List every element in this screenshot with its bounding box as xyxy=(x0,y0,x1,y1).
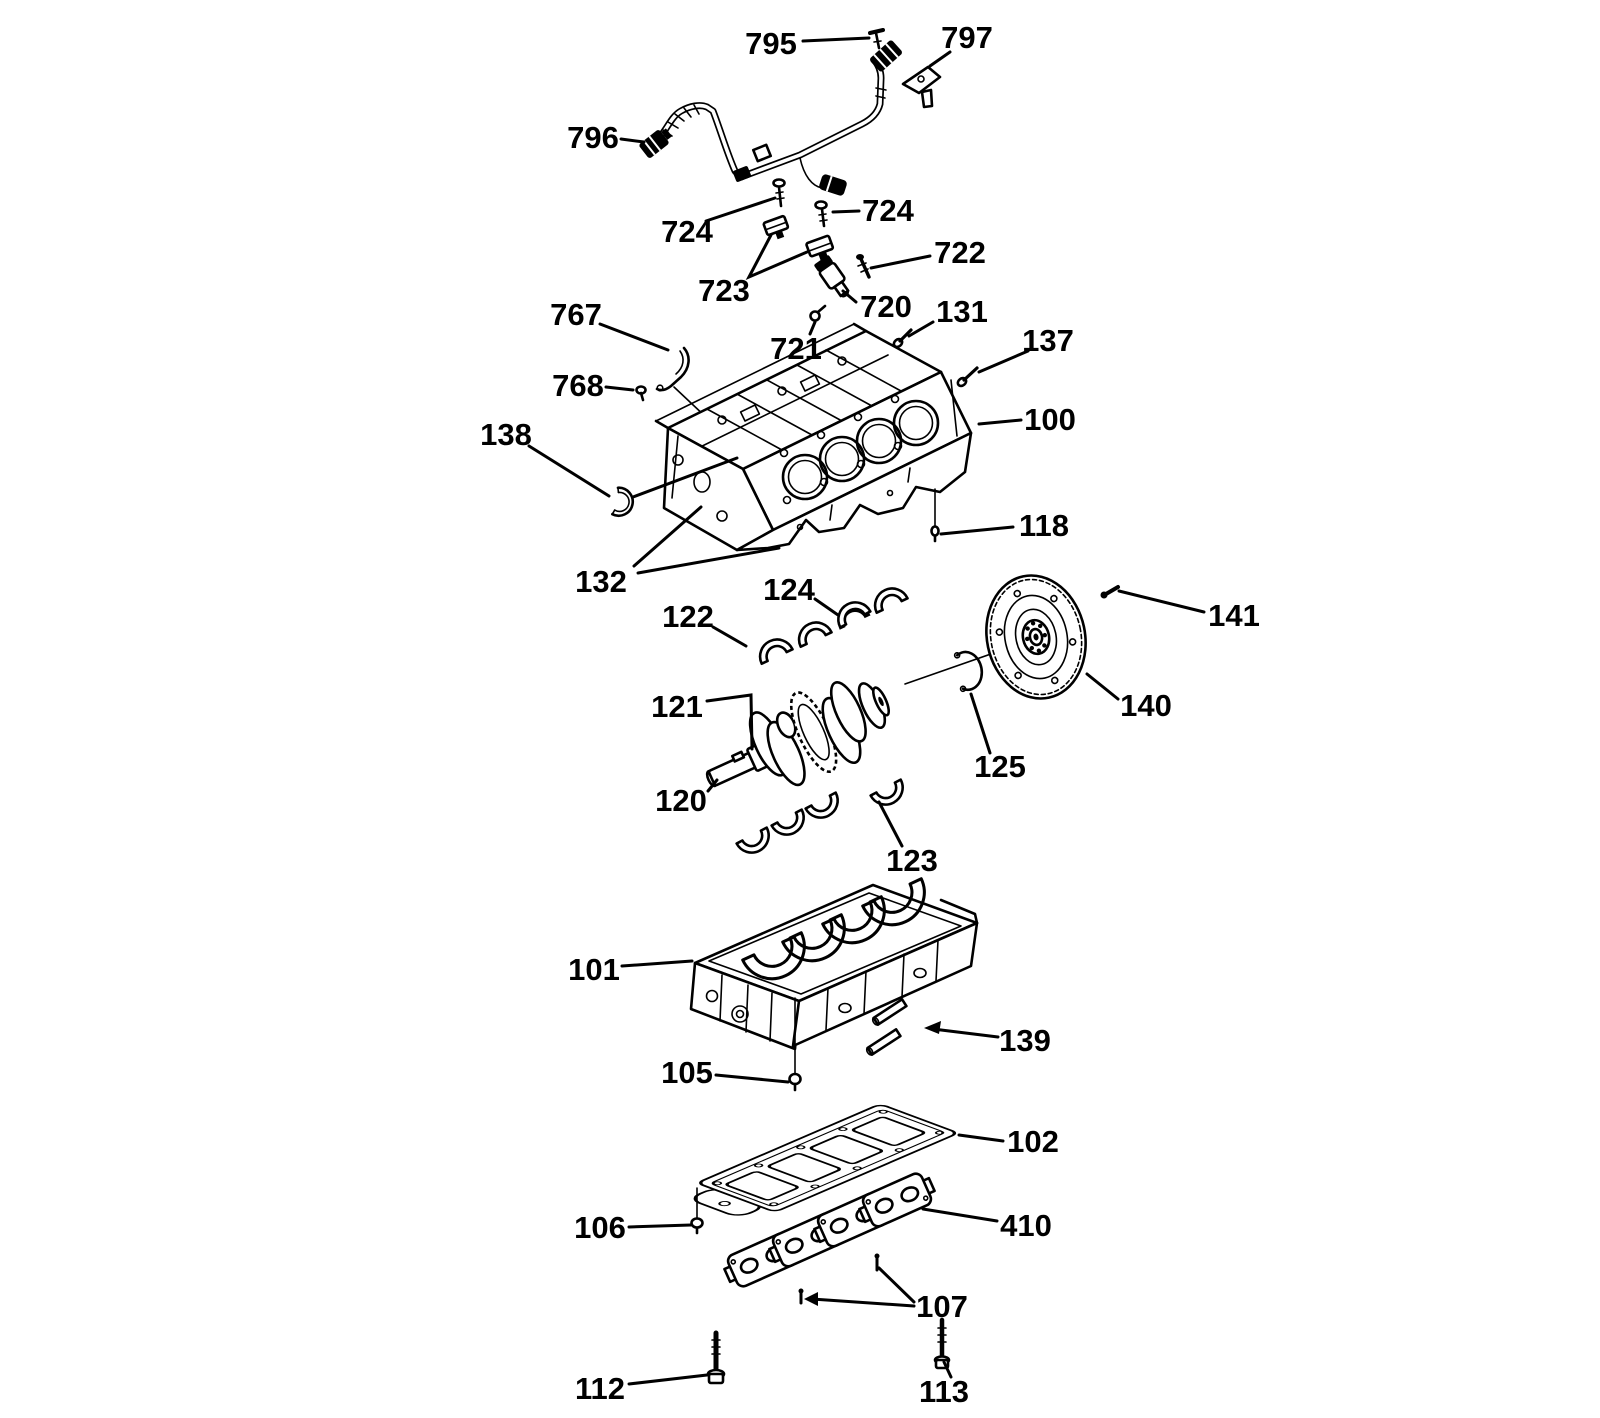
callout-722-label: 722 xyxy=(934,235,986,270)
callout-410-label: 410 xyxy=(1000,1208,1052,1243)
callout-118-label: 118 xyxy=(1018,508,1070,543)
callout-140-label: 140 xyxy=(1120,688,1172,723)
callout-797-label: 797 xyxy=(941,20,993,55)
callout-122-label: 122 xyxy=(662,599,714,634)
callout-106-label: 106 xyxy=(574,1210,626,1245)
leader-724-right xyxy=(833,211,859,212)
callout-137-label: 137 xyxy=(1022,323,1074,358)
callout-767-label: 767 xyxy=(550,297,602,332)
callout-724-right-label: 724 xyxy=(862,193,914,228)
callout-124-label: 124 xyxy=(763,572,815,607)
callout-102-label: 102 xyxy=(1007,1124,1059,1159)
callout-132-label: 132 xyxy=(575,564,627,599)
callout-113-label: 113 xyxy=(918,1374,970,1409)
callout-107-label: 107 xyxy=(916,1289,968,1324)
callout-125-label: 125 xyxy=(974,749,1026,784)
callout-105-label: 105 xyxy=(661,1055,713,1090)
callout-131-label: 131 xyxy=(936,294,988,329)
callout-121-label: 121 xyxy=(651,689,703,724)
callout-112-label: 112 xyxy=(574,1371,626,1406)
callout-138-label: 138 xyxy=(480,417,532,452)
callout-724-left-label: 724 xyxy=(661,214,713,249)
callout-720-label: 720 xyxy=(860,289,912,324)
callout-101-label: 101 xyxy=(568,952,620,987)
callout-100-label: 100 xyxy=(1024,402,1076,437)
callout-795-label: 795 xyxy=(745,26,797,61)
callout-120-label: 120 xyxy=(655,783,707,818)
callout-723-label: 723 xyxy=(698,273,750,308)
callout-123-label: 123 xyxy=(886,843,938,878)
callout-796-label: 796 xyxy=(567,120,619,155)
callout-139-label: 139 xyxy=(999,1023,1051,1058)
callout-768-label: 768 xyxy=(552,368,604,403)
callout-721-label: 721 xyxy=(770,331,822,366)
leader-106 xyxy=(629,1225,691,1227)
callout-141-label: 141 xyxy=(1208,598,1260,633)
